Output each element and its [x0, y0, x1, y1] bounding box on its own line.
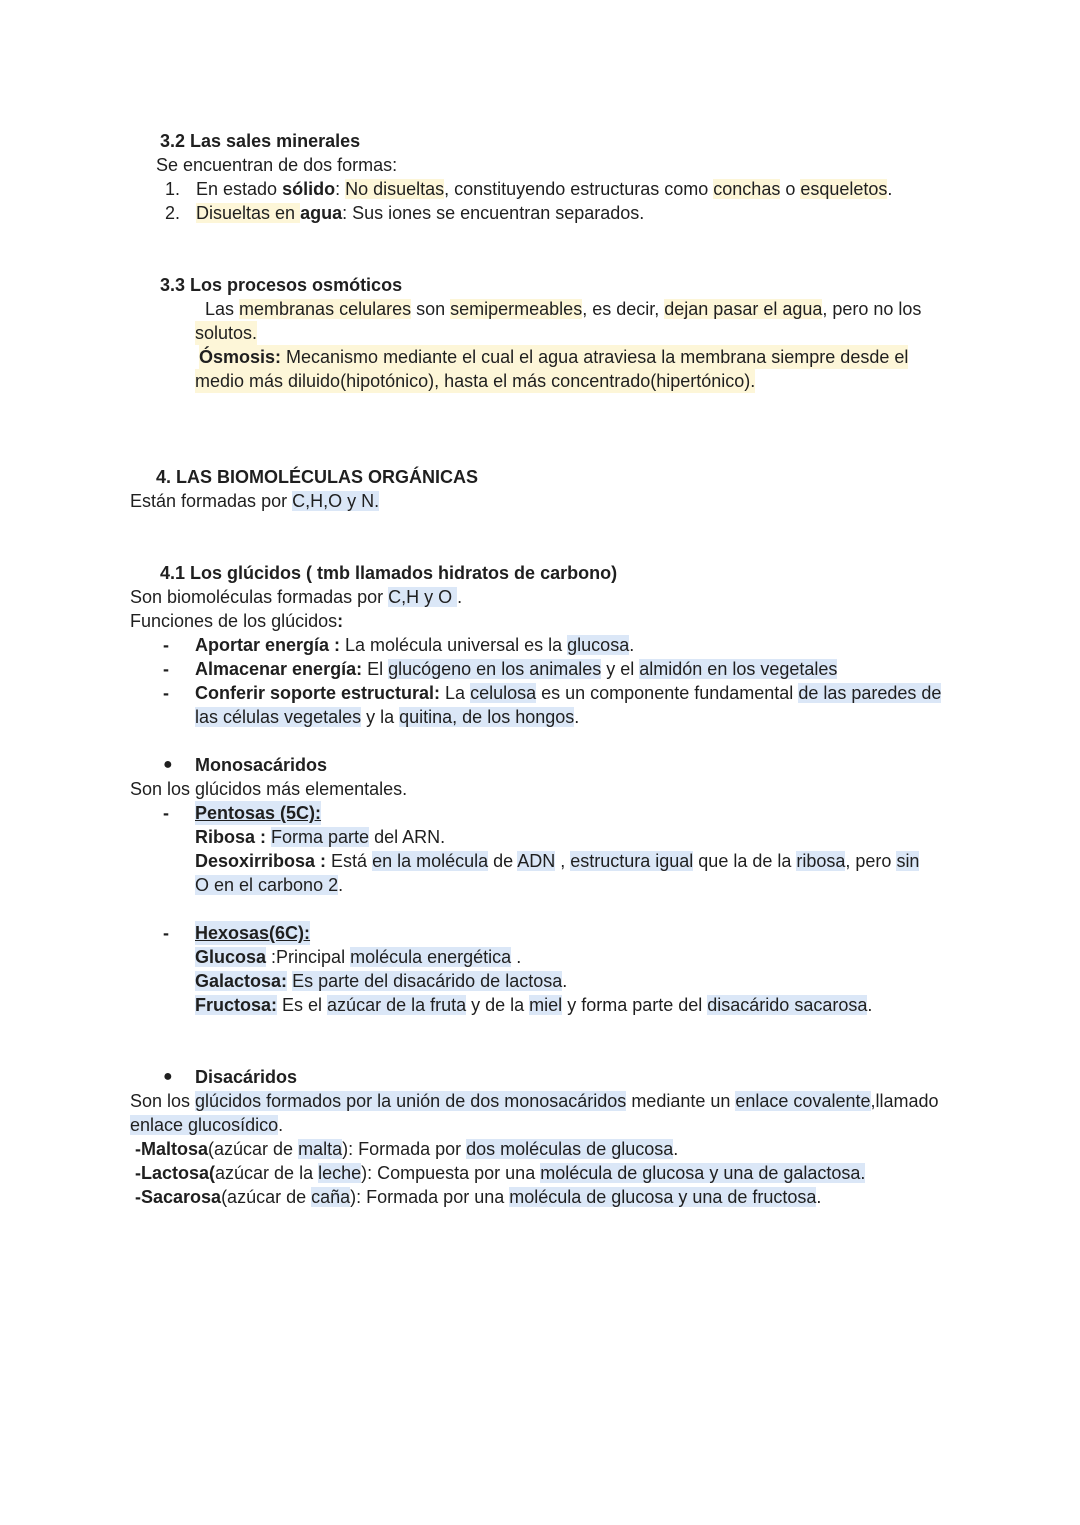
dash-bullet: - [163, 923, 169, 943]
section-4-heading: 4. LAS BIOMOLÉCULAS ORGÁNICAS [156, 467, 479, 487]
dash-bullet: - [163, 683, 169, 703]
list-number: 2. [164, 203, 180, 223]
paragraph-line: -Sacarosa(azúcar de caña): Formada por una molécula de glucosa y una de fructosa. [135, 1187, 822, 1207]
paragraph-line: Glucosa :Principal molécula energética . [195, 947, 522, 967]
hexosas-heading: Hexosas(6C): [195, 923, 311, 943]
paragraph-line: -Lactosa(azúcar de la leche): Compuesta por una molécula de glucosa y una de galactosa. [135, 1163, 866, 1183]
section-4-1-heading: 4.1 Los glúcidos ( tmb llamados hidratos de carbono) [160, 563, 618, 583]
paragraph-line: Galactosa: Es parte del disacárido de lactosa. [195, 971, 568, 991]
section-3-3-heading: 3.3 Los procesos osmóticos [160, 275, 403, 295]
list-number: 1. [164, 179, 180, 199]
section-3-2-intro: Se encuentran de dos formas: [156, 155, 398, 175]
monosacaridos-heading: Monosacáridos [195, 755, 328, 775]
paragraph-line: Ribosa : Forma parte del ARN. [195, 827, 446, 847]
paragraph-line: Son biomoléculas formadas por C,H y O . [130, 587, 463, 607]
section-3-2-heading: 3.2 Las sales minerales [160, 131, 361, 151]
paragraph-line: Las membranas celulares son semipermeables, es decir, dejan pasar el agua, pero no los [205, 299, 922, 319]
paragraph-line: Están formadas por C,H,O y N. [130, 491, 380, 511]
paragraph-line: solutos. [195, 323, 258, 343]
paragraph-line: Ósmosis: Mecanismo mediante el cual el agua atraviesa la membrana siempre desde el [199, 347, 909, 367]
disacaridos-heading: Disacáridos [195, 1067, 298, 1087]
pentosas-heading: Pentosas (5C): [195, 803, 322, 823]
dash-bullet: - [163, 659, 169, 679]
paragraph-line: Son los glúcidos más elementales. [130, 779, 408, 799]
paragraph-line: enlace glucosídico. [130, 1115, 284, 1135]
dash-bullet: - [163, 803, 169, 823]
paragraph-line: Funciones de los glúcidos: [130, 611, 344, 631]
paragraph-line: Fructosa: Es el azúcar de la fruta y de la miel y forma parte del disacárido sacarosa. [195, 995, 873, 1015]
dash-bullet: - [163, 635, 169, 655]
paragraph-line: las células vegetales y la quitina, de los hongos. [195, 707, 580, 727]
bullet-icon: ● [163, 1068, 173, 1085]
paragraph-line: Son los glúcidos formados por la unión de dos monosacáridos mediante un enlace covalente,llamado [130, 1091, 939, 1111]
paragraph-line: medio más diluido(hipotónico), hasta el más concentrado(hipertónico). [195, 371, 756, 391]
paragraph-line: Desoxirribosa : Está en la molécula de ADN , estructura igual que la de la ribosa, pero sin [195, 851, 920, 871]
paragraph-line: -Maltosa(azúcar de malta): Formada por dos moléculas de glucosa. [135, 1139, 679, 1159]
bullet-icon: ● [163, 756, 173, 773]
paragraph-line: O en el carbono 2. [195, 875, 344, 895]
